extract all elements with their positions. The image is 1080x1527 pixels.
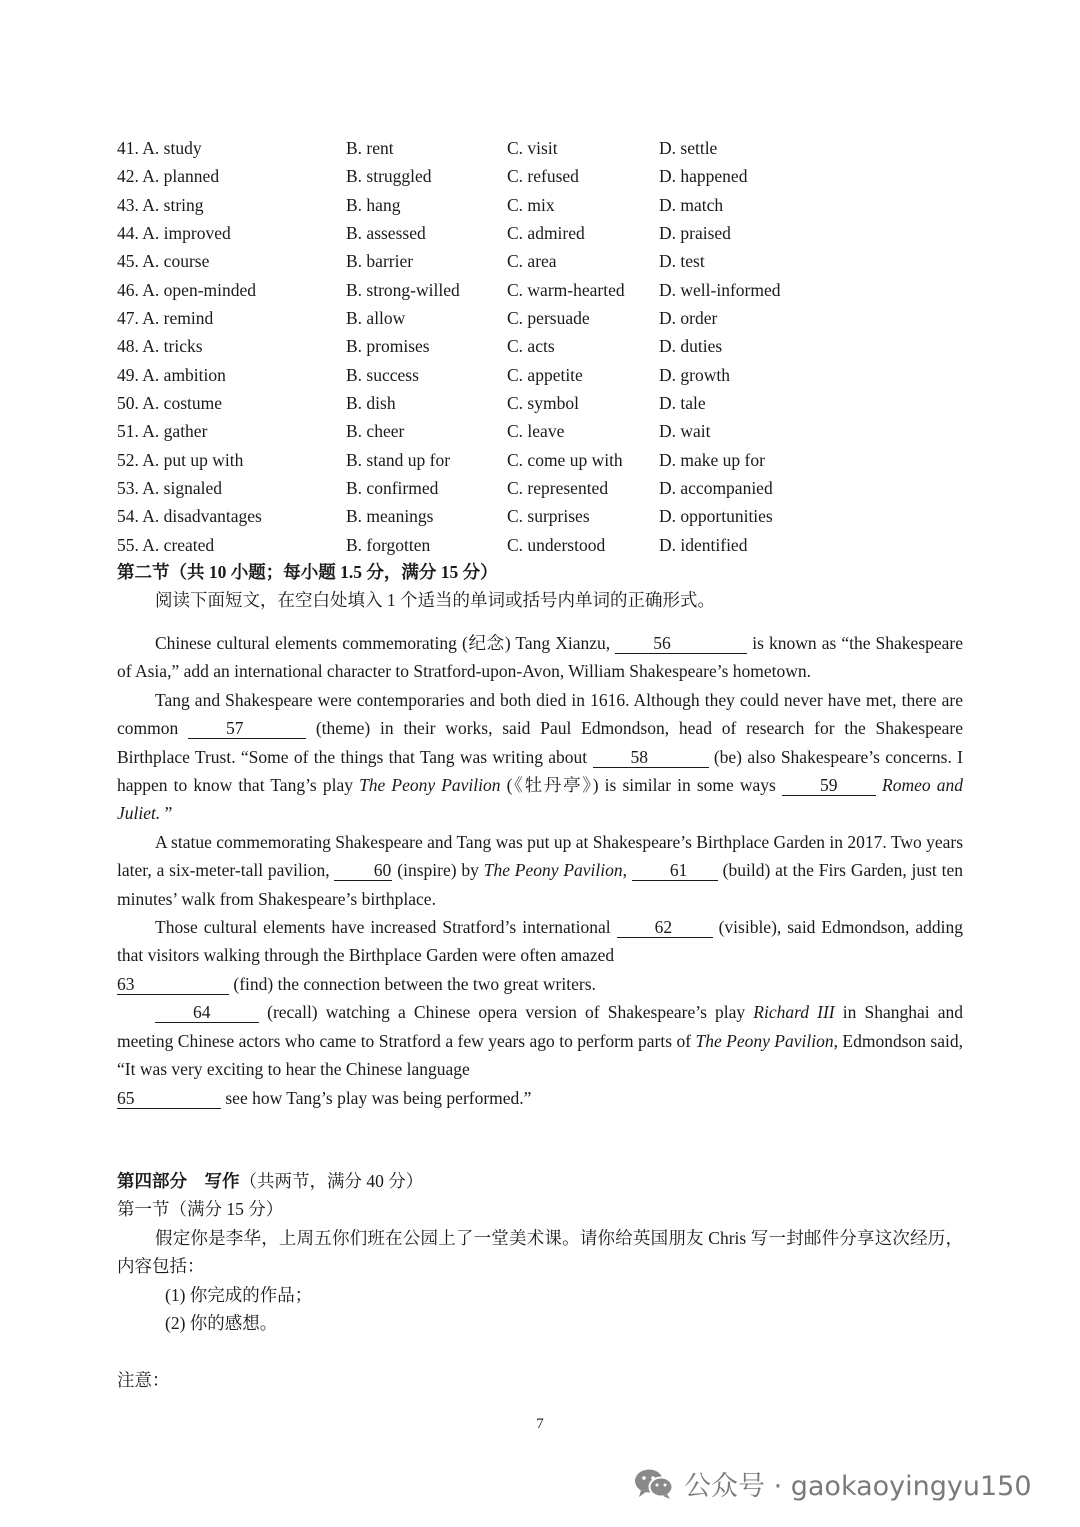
watermark — [634, 1464, 1032, 1503]
question-row — [117, 276, 819, 304]
passage-paragraph: A statue commemorating Shakespeare and Tang was put up at Shakespeare’s Birthplace Garden in 2017. Two years later, a six-meter-tall pavilion, 60 (inspire) by The Peony Pavilion, 61 (build) at the Firs Garden, just ten minutes’ walk from Shakespeare’s birthplace. — [117, 831, 963, 909]
note-label: 注意： — [117, 1370, 170, 1390]
option-c: C. visit — [507, 138, 558, 158]
option-d: D. well-informed — [659, 279, 781, 300]
option-b: B. cheer — [346, 421, 405, 442]
option-a: 45. A. course — [117, 251, 210, 272]
question-row — [117, 247, 819, 275]
option-a: 44. A. improved — [117, 223, 231, 244]
option-a: 50. A. costume — [117, 393, 222, 414]
option-c: C. warm-hearted — [507, 279, 625, 300]
option-d: D. identified — [659, 534, 748, 555]
option-b: B. rent — [346, 138, 394, 158]
blank-58: 58 — [593, 747, 709, 768]
option-d: D. settle — [659, 138, 718, 158]
option-c: C. surprises — [507, 506, 590, 527]
option-b: B. dish — [346, 393, 396, 414]
option-b: B. struggled — [346, 166, 432, 187]
option-a: 51. A. gather — [117, 421, 208, 442]
blank-56: 56 — [615, 633, 747, 654]
question-row — [117, 389, 819, 417]
option-d: D. duties — [659, 336, 723, 357]
question-row — [117, 361, 819, 389]
question-row — [117, 162, 819, 190]
option-c: C. admired — [507, 223, 585, 244]
title-peony-pavilion: The Peony Pavilion — [359, 775, 501, 796]
option-b: B. confirmed — [346, 478, 439, 499]
blank-63: 63 — [117, 974, 229, 995]
section-2-title: 第二节 — [117, 562, 170, 582]
question-row — [117, 304, 819, 332]
question-row — [117, 134, 819, 162]
option-d: D. praised — [659, 223, 731, 244]
option-c: C. appetite — [507, 364, 583, 385]
option-d: D. make up for — [659, 449, 765, 470]
question-row — [117, 531, 819, 559]
option-b: B. hang — [346, 194, 401, 215]
grammar-fill-passage — [117, 629, 963, 1112]
part-4-section-1-heading: 第一节（满分 15 分） — [117, 1199, 284, 1220]
question-row — [117, 332, 819, 360]
option-d: D. tale — [659, 393, 706, 414]
passage-paragraph: Tang and Shakespeare were contemporaries and both died in 1616. Although they could never have met, there are common 57 (theme) in their works, said Paul Edmondson, head of research for the Shakespeare Birthplace Trust. “Some of the things that Tang was writing about 58 (be) also Shakespeare’s concerns. I happen to know that Tang’s play The Peony Pavilion (《牡丹亭》) is similar in some ways 59 Romeo and Juliet. ” — [117, 689, 963, 824]
writing-item-2: (2) 你的感想。 — [165, 1313, 278, 1334]
blank-59: 59 — [782, 775, 876, 796]
question-row — [117, 417, 819, 445]
option-c: C. acts — [507, 336, 555, 357]
page-number: 7 — [536, 1416, 544, 1432]
watermark-text: 公众号 · gaokaoyingyu150 — [684, 1471, 1032, 1502]
option-c: C. leave — [507, 421, 565, 442]
writing-item-1: (1) 你完成的作品； — [165, 1284, 313, 1305]
option-a: 55. A. created — [117, 534, 215, 555]
option-a: 41. A. study — [117, 138, 202, 158]
question-row — [117, 502, 819, 530]
part-4-heading: 第四部分 写作（共两节，满分 40 分） — [117, 1171, 424, 1191]
cloze-options-table — [117, 134, 819, 559]
option-d: D. happened — [659, 166, 748, 187]
option-c: C. refused — [507, 166, 579, 187]
option-b: B. stand up for — [346, 449, 451, 470]
blank-62: 62 — [617, 917, 713, 938]
section-2-instruction: 阅读下面短文，在空白处填入 1 个适当的单词或括号内单词的正确形式。 — [155, 590, 715, 610]
passage-paragraph: Those cultural elements have increased Stratford’s international 62 (visible), said Edmondson, adding that visitors walking through the Birthplace Garden were often amazed — [117, 917, 963, 966]
option-a: 52. A. put up with — [117, 449, 244, 470]
option-a: 49. A. ambition — [117, 364, 226, 385]
title-peony-pavilion: The Peony Pavilion — [483, 860, 623, 881]
section-2-heading — [117, 558, 498, 586]
option-b: B. promises — [346, 336, 430, 357]
option-a: 43. A. string — [117, 194, 204, 215]
option-a: 42. A. planned — [117, 166, 220, 187]
question-row — [117, 219, 819, 247]
option-b: B. forgotten — [346, 534, 431, 555]
option-c: C. understood — [507, 534, 606, 555]
question-row — [117, 191, 819, 219]
option-c: C. come up with — [507, 449, 623, 470]
blank-65: 65 — [117, 1088, 221, 1109]
part-4-writing — [117, 1167, 963, 1337]
option-c: C. area — [507, 251, 557, 272]
option-b: B. assessed — [346, 223, 426, 244]
section-2-detail: （共 10 小题；每小题 1.5 分，满分 15 分） — [169, 562, 498, 582]
passage-paragraph: 64 (recall) watching a Chinese opera version of Shakespeare’s play Richard III in Shanghai and meeting Chinese actors who came to Stratford a few years ago to perform parts of The Peony Pavilion, Edmondson said, “It was very exciting to hear the Chinese language — [117, 1002, 963, 1080]
blank-60: 60 — [334, 860, 392, 881]
writing-prompt: 假定你是李华，上周五你们班在公园上了一堂美术课。请你给英国朋友 Chris 写一封邮件分享这次经历，内容包括： — [117, 1227, 963, 1277]
wechat-icon — [634, 1467, 674, 1501]
option-c: C. mix — [507, 194, 555, 215]
option-d: D. test — [659, 251, 705, 272]
option-a: 53. A. signaled — [117, 478, 222, 499]
title-richard-iii: Richard III — [753, 1002, 835, 1023]
option-c: C. symbol — [507, 393, 579, 414]
option-c: C. represented — [507, 478, 609, 499]
blank-61: 61 — [632, 860, 718, 881]
option-b: B. barrier — [346, 251, 414, 272]
option-d: D. wait — [659, 421, 711, 442]
option-b: B. allow — [346, 308, 406, 329]
option-b: B. success — [346, 364, 419, 385]
option-a: 47. A. remind — [117, 308, 214, 329]
option-a: 54. A. disadvantages — [117, 506, 262, 527]
title-peony-pavilion: The Peony Pavilion — [695, 1030, 834, 1051]
passage-paragraph: Chinese cultural elements commemorating (纪念) Tang Xianzu, 56 is known as “the Shakespeare of Asia,” add an international character to Stratford-upon-Avon, William Shakespeare’s hometown. — [117, 633, 964, 682]
blank-64: 64 — [155, 1002, 259, 1023]
option-c: C. persuade — [507, 308, 590, 329]
option-a: 48. A. tricks — [117, 336, 203, 357]
question-row — [117, 474, 819, 502]
passage-paragraph: 63 (find) the connection between the two great writers. — [117, 973, 596, 994]
option-b: B. meanings — [346, 506, 434, 527]
option-d: D. growth — [659, 364, 730, 385]
option-d: D. opportunities — [659, 506, 773, 527]
option-d: D. match — [659, 194, 724, 215]
option-a: 46. A. open-minded — [117, 279, 257, 300]
title-romeo-and-juliet: Romeo and Juliet. — [117, 775, 963, 824]
option-d: D. accompanied — [659, 478, 773, 499]
option-b: B. strong-willed — [346, 279, 460, 300]
question-row — [117, 446, 819, 474]
blank-57: 57 — [188, 718, 306, 739]
passage-paragraph: 65 see how Tang’s play was being performed.” — [117, 1087, 532, 1108]
option-d: D. order — [659, 308, 718, 329]
